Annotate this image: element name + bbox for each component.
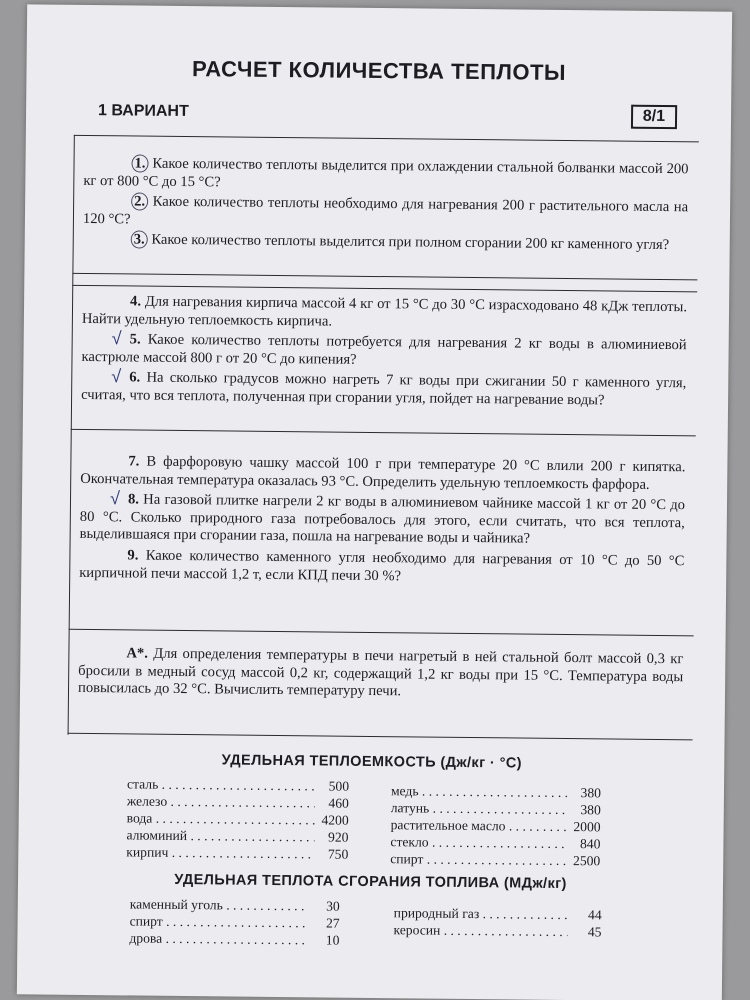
divider-top (74, 135, 699, 143)
divider-section-4 (68, 733, 693, 741)
task-number: 1. (131, 154, 148, 172)
heat-capacity-row: стекло . . . 840 (390, 833, 600, 852)
check-mark-icon: √ (111, 366, 122, 387)
check-mark-icon: √ (109, 488, 121, 509)
frame-left-line (68, 135, 75, 735)
task-text: Для определения температуры в печи нагретый в ней стальной болт массой 0,3 кг бросили в медный сосуд массой 0,2 кг, содержащий 1,2 кг воды при 15 °С. Температура воды повысилась до 32 °С. Вычислить температуру печи. (77, 645, 684, 700)
task-a-star (78, 645, 684, 704)
heat-capacity-row: железо . . . 460 (127, 792, 349, 811)
card-code-box: 8/1 (631, 105, 677, 129)
combustion-heat-row: природный газ . . . 44 (394, 904, 602, 923)
worksheet-page (17, 4, 732, 1000)
heat-capacity-right-column (390, 782, 601, 869)
task-4 (82, 293, 687, 335)
divider-section-2 (71, 429, 696, 437)
task-8 (79, 488, 686, 550)
task-number: 2. (131, 193, 148, 211)
task-section-3 (79, 453, 685, 591)
task-6 (81, 366, 687, 411)
task-3 (83, 231, 688, 255)
task-number: 3. (131, 231, 148, 249)
divider-section-3 (69, 629, 694, 637)
task-5 (81, 328, 687, 373)
task-number: 6. (129, 369, 141, 386)
task-text: Какое количество каменного угля необходимо для нагревания от 10 °С до 50 °С кирпичной печи массой 1,2 т, если КПД печи 30 %? (79, 547, 685, 584)
task-2 (83, 193, 688, 235)
heat-capacity-left-column (126, 775, 349, 862)
task-text: На газовой плитке нагрели 2 кг воды в алюминиевом чайнике массой 1 кг от 20 °С до 80 °С. Сколько природного газа потребовалось для этого, если считать, что вся теплота, выделившаяся при сгорании газа, пошла на нагревание воды и чайника? (79, 491, 686, 548)
task-number: A*. (126, 645, 148, 662)
page-title: РАСЧЕТ КОЛИЧЕСТВА ТЕПЛОТЫ (191, 56, 567, 85)
task-number: 5. (129, 331, 141, 348)
combustion-heat-row: каменный уголь . . . 30 (130, 895, 340, 914)
task-1 (83, 155, 688, 197)
task-9 (79, 547, 684, 589)
heat-capacity-row: вода . . . 4200 (127, 809, 349, 828)
combustion-heat-title: УДЕЛЬНАЯ ТЕПЛОТА СГОРАНИЯ ТОПЛИВА (МДж/кг) (174, 871, 567, 893)
heat-capacity-row: сталь . . . 500 (127, 775, 349, 794)
task-text: В фарфоровую чашку массой 100 г при температуре 20 °С влили 200 г кипятка. Окончательная температура оказалась 93 °С. Определить удельную теплоемкость фарфора. (80, 453, 686, 493)
task-text: Какое количество теплоты необходимо для нагревания 200 г растительного масла на 120 °С? (82, 193, 689, 228)
task-section-2 (81, 293, 687, 414)
combustion-heat-row: спирт . . . 27 (130, 912, 340, 931)
check-mark-icon: √ (111, 328, 122, 349)
task-section-advanced (78, 645, 684, 707)
heat-capacity-row: медь . . . 380 (391, 782, 601, 801)
combustion-heat-row: дрова . . . 10 (129, 929, 339, 948)
task-number: 7. (128, 453, 140, 470)
variant-label: 1 ВАРИАНТ (98, 102, 189, 121)
combustion-heat-right-column (393, 904, 601, 940)
heat-capacity-row: растительное масло . . . 2000 (391, 816, 601, 835)
task-text: Для нагревания кирпича массой 4 кг от 15 °С до 30 °С израсходовано 48 кДж теплоты. Найти удельную теплоемкость кирпича. (81, 293, 688, 330)
task-number: 9. (127, 547, 139, 564)
task-number: 8. (127, 491, 140, 508)
divider-section-1b (72, 285, 697, 293)
task-text: На сколько градусов можно нагреть 7 кг воды при сжигании 50 г каменного угля, считая, что вся теплота, полученная при сгорании угля, пойдет на нагревание воды? (81, 369, 687, 409)
heat-capacity-row: кирпич . . . 750 (126, 843, 348, 862)
task-text: Какое количество теплоты выделится при полном сгорании 200 кг каменного угля? (151, 232, 670, 254)
heat-capacity-title: УДЕЛЬНАЯ ТЕПЛОЕМКОСТЬ (Дж/кг · °С) (221, 752, 523, 772)
task-text: Какое количество теплоты потребуется для нагревания 2 кг воды в алюминиевой кастрюле массой 800 г от 20 °С до кипения? (81, 331, 687, 368)
task-text: Какое количество теплоты выделится при охлаждении стальной болванки массой 200 кг от 800 °С до 15 °С? (83, 155, 689, 190)
heat-capacity-row: латунь . . . 380 (391, 799, 601, 818)
combustion-heat-row: керосин . . . 45 (393, 921, 601, 940)
task-number: 4. (130, 293, 142, 310)
task-7 (80, 453, 685, 495)
heat-capacity-row: алюминий . . . 920 (126, 826, 348, 845)
heat-capacity-row: спирт . . . 2500 (390, 850, 600, 869)
combustion-heat-left-column (129, 895, 340, 948)
task-section-1 (83, 155, 689, 258)
divider-section-1 (72, 273, 697, 281)
